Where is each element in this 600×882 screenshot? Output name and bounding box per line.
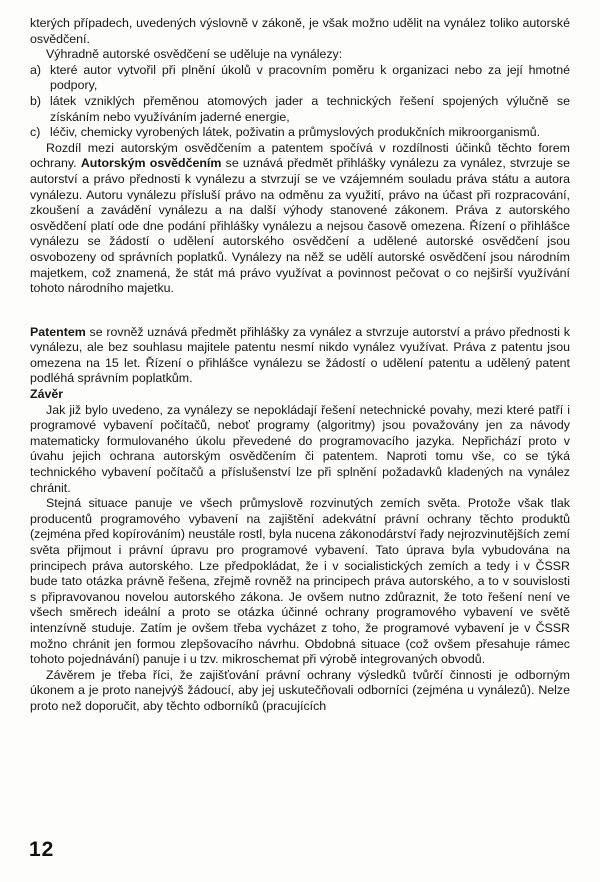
page-number: 12 xyxy=(29,838,55,861)
list-item-text: léčiv, chemicky vyrobených látek, poživatin a průmyslových produkčních mikroorganismů. xyxy=(50,125,541,140)
body-text xyxy=(30,16,570,715)
bold-term: Patentem xyxy=(30,324,86,339)
paragraph xyxy=(30,141,570,297)
paragraph: Stejná situace panuje ve všech průmyslově rozvinutých zemích světa. Protože však tlak producentů programového vybavení na zajištění adekvátní právní ochrany těchto produktů (zejména před kopírováním) neustále rostl, byla nucena zákonodárství řady nejrozvinutějších zemí světa přijmout i právní úpravu pro programové vybavení. Tato úprava byla vybudována na principech práva autorského. Lze předpokládat, že i v socialistických zemích a tedy i v ČSSR bude tato otázka právně řešena, zřejmě rovněž na principech práva autorského, a to v souvislosti s připravovanou novelou autorského zákona. Je ovšem nutno zdůraznit, že toto řešení není ve všech směrech ideální a proto se otázka účinné ochrany programového vybavení ve světě intenzívně studuje. Zatím je ovšem třeba vycházet z toho, že programové vybavení je v ČSSR možno chránit jen formou zlepšovacího návrhu. Obdobná situace (což ovšem přesahuje rámec tohoto pojednávání) panuje i u tzv. mikroschemat při výrobě integrovaných obvodů. xyxy=(30,496,570,667)
section-heading: Závěr xyxy=(30,387,64,402)
list-marker: c) xyxy=(30,125,41,140)
paragraph-gap xyxy=(30,297,570,325)
text-run: se uznává předmět přihlášky vynálezu za vynález, stvrzuje se autorství a právo přednosti k vynálezu a stvrzují se ve vzájemném souladu práva státu a autora vynálezu. Autoru vynálezu přísluší právo na odměnu za využití, právo na účast při rozpracování, zkoušení a zavádění vynálezu a na další výhody stanovené zákonem. Práva z autorského osvědčení platí ode dne podání přihlášky vynálezu a nejsou časově omezena. Řízení o přihlášce vynálezu se žádostí o udělení autorského osvědčení a udělené autorské osvědčení jsou osvobozeny od správních poplatků. Vynálezy na něž se udělí autorské osvědčení jsou národním majetkem, což znamená, že stát má právo využívat a povinnost pečovat o co nejširší využívání tohoto národního majetku. xyxy=(30,156,571,296)
list-marker: a) xyxy=(30,62,42,77)
bold-term: Autorským osvědčením xyxy=(80,156,222,171)
text-run: Rozdíl mezi autorským osvědčením a patentem spočívá v rozdílnosti účinků těchto forem ochrany. xyxy=(30,140,570,171)
list-item-text: látek vzniklých přeměnou atomových jader a technických řešení spojených výlučně se získáním nebo využíváním jaderné energie, xyxy=(50,93,570,124)
list-item-text: které autor vytvořil při plnění úkolů v pracovním poměru k organizaci nebo za její hmotné podpory, xyxy=(50,62,570,93)
paragraph xyxy=(30,325,570,387)
text-run: se rovněž uznává předmět přihlášky za vynález a stvrzuje autorství a právo přednosti k vynálezu, ale bez souhlasu majitele patentu nesmí nikdo vynález využívat. Práva z patentu jsou omezena na 15 let. Řízení o přihlášce vynálezu se žádostí o udělení patentu a udělený patent podléhá správním poplatkům. xyxy=(30,324,570,386)
list-item xyxy=(30,63,570,94)
paragraph: Závěrem je třeba říci, že zajišťování právní ochrany výsledků tvůrčí činnosti je odborným úkonem a je proto nanejvýš žádoucí, aby jej uskutečňovali odborníci (zejména u vynálezů). Nelze proto než doporučit, aby těchto odborníků (pracujících xyxy=(30,667,570,713)
paragraph: Výhradně autorské osvědčení se uděluje na vynálezy: xyxy=(46,47,343,62)
paragraph: kterých případech, uvedených výslovně v zákoně, je však možno udělit na vynález toliko autorské osvědčení. xyxy=(30,16,570,46)
paragraph: Jak již bylo uvedeno, za vynálezy se nepokládají řešení netechnické povahy, mezi které patří i programové vybavení počítačů, neboť programy (algoritmy) jsou považovány jen za návody matematicky formulovaného úkolu převedené do programovacího jazyka. Nepřichází proto v úvahu jejich ochrana autorským osvědčením či patentem. Naproti tomu vše, co se týká technického vybavení počítačů a příslušenství lze při splnění požadavků kladených na vynález chránit. xyxy=(30,402,570,495)
list-item xyxy=(30,125,570,141)
list-marker: b) xyxy=(30,93,42,108)
list-item xyxy=(30,94,570,125)
